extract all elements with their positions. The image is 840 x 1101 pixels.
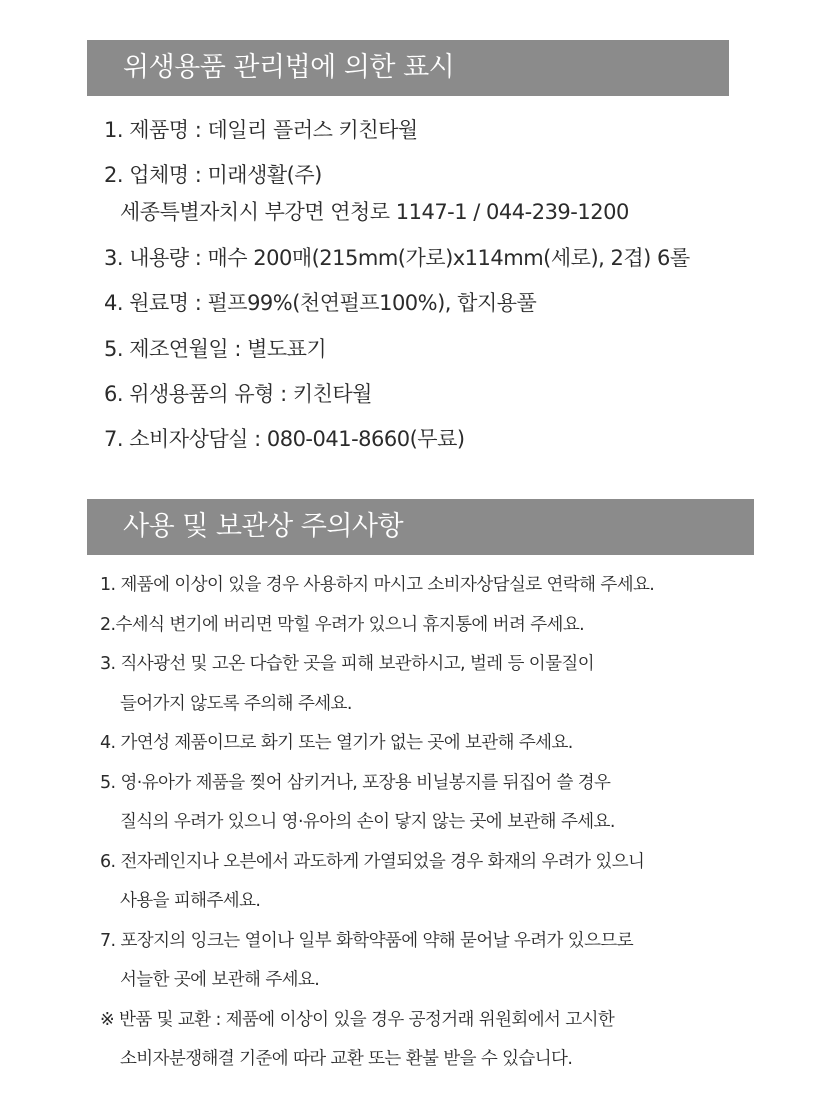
list-item — [100, 566, 654, 606]
item-text-continued: 들어가지 않도록 주의해 주세요. — [120, 693, 352, 714]
item-text: 4. 가연성 제품이므로 화기 또는 열기가 없는 곳에 보관해 주세요. — [100, 733, 573, 753]
section-header-hygiene-labeling: 위생용품 관리법에 의한 표시 — [87, 40, 729, 96]
item-text: 2. 업체명 : 미래생활(주) — [104, 163, 322, 188]
list-item-continued — [100, 685, 654, 725]
list-item — [100, 764, 654, 804]
item-text: 5. 제조연월일 : 별도표기 — [104, 336, 327, 361]
item-text: 7. 포장지의 잉크는 열이나 일부 화학약품에 약해 묻어날 우려가 있으므로 — [100, 930, 634, 951]
item-text: 4. 원료명 : 펄프99%(천연펄프100%), 합지용풀 — [104, 291, 537, 316]
item-text: 3. 직사광선 및 고온 다습한 곳을 피해 보관하시고, 벌레 등 이물질이 — [100, 654, 595, 674]
list-item-continued — [100, 803, 654, 843]
list-item — [104, 285, 690, 322]
item-text: 6. 전자레인지나 오븐에서 과도하게 가열되었을 경우 화재의 우려가 있으니 — [100, 851, 645, 872]
item-text-continued: 서늘한 곳에 보관해 주세요. — [120, 970, 320, 990]
list-item-continued — [100, 961, 654, 1001]
item-text: 3. 내용량 : 매수 200매(215mm(가로)x114mm(세로), 2겹) 6롤 — [104, 245, 690, 270]
item-text: 7. 소비자상담실 : 080-041-8660(무료) — [104, 427, 465, 452]
list-item — [104, 112, 690, 149]
item-text: 1. 제품명 : 데일리 플러스 키친타월 — [104, 118, 418, 142]
list-item — [100, 606, 654, 646]
item-text: 2.수세식 변기에 버리면 막힐 우려가 있으니 휴지통에 버려 주세요. — [100, 614, 585, 635]
section-header-usage-precautions: 사용 및 보관상 주의사항 — [87, 499, 754, 555]
list-item — [104, 331, 690, 368]
return-exchange-notice — [100, 1001, 654, 1041]
list-item-continued — [100, 882, 654, 922]
product-info-list — [104, 112, 690, 467]
item-text-continued: 질식의 우려가 있으니 영·유아의 손이 닿지 않는 곳에 보관해 주세요. — [120, 812, 615, 832]
item-text-continued: 세종특별자치시 부강면 연청로 1147-1 / 044-239-1200 — [120, 200, 629, 225]
notice-text: ※ 반품 및 교환 : 제품에 이상이 있을 경우 공정거래 위원회에서 고시한 — [100, 1009, 615, 1030]
list-item — [100, 843, 654, 883]
list-item — [104, 240, 690, 277]
item-text-continued: 사용을 피해주세요. — [120, 891, 261, 911]
list-item — [100, 645, 654, 685]
item-text: 1. 제품에 이상이 있을 경우 사용하지 마시고 소비자상담실로 연락해 주세요. — [100, 575, 655, 595]
precautions-list — [100, 566, 654, 1080]
return-exchange-notice-continued — [100, 1040, 654, 1080]
list-item — [104, 421, 690, 458]
list-item — [104, 376, 690, 413]
item-text: 5. 영·유아가 제품을 찢어 삼키거나, 포장용 비닐봉지를 뒤집어 쓸 경우 — [100, 772, 611, 793]
notice-text-continued: 소비자분쟁해결 기준에 따라 교환 또는 환불 받을 수 있습니다. — [120, 1049, 573, 1069]
item-text: 6. 위생용품의 유형 : 키친타월 — [104, 381, 372, 406]
list-item — [100, 922, 654, 962]
list-item — [104, 157, 690, 231]
list-item — [100, 724, 654, 764]
